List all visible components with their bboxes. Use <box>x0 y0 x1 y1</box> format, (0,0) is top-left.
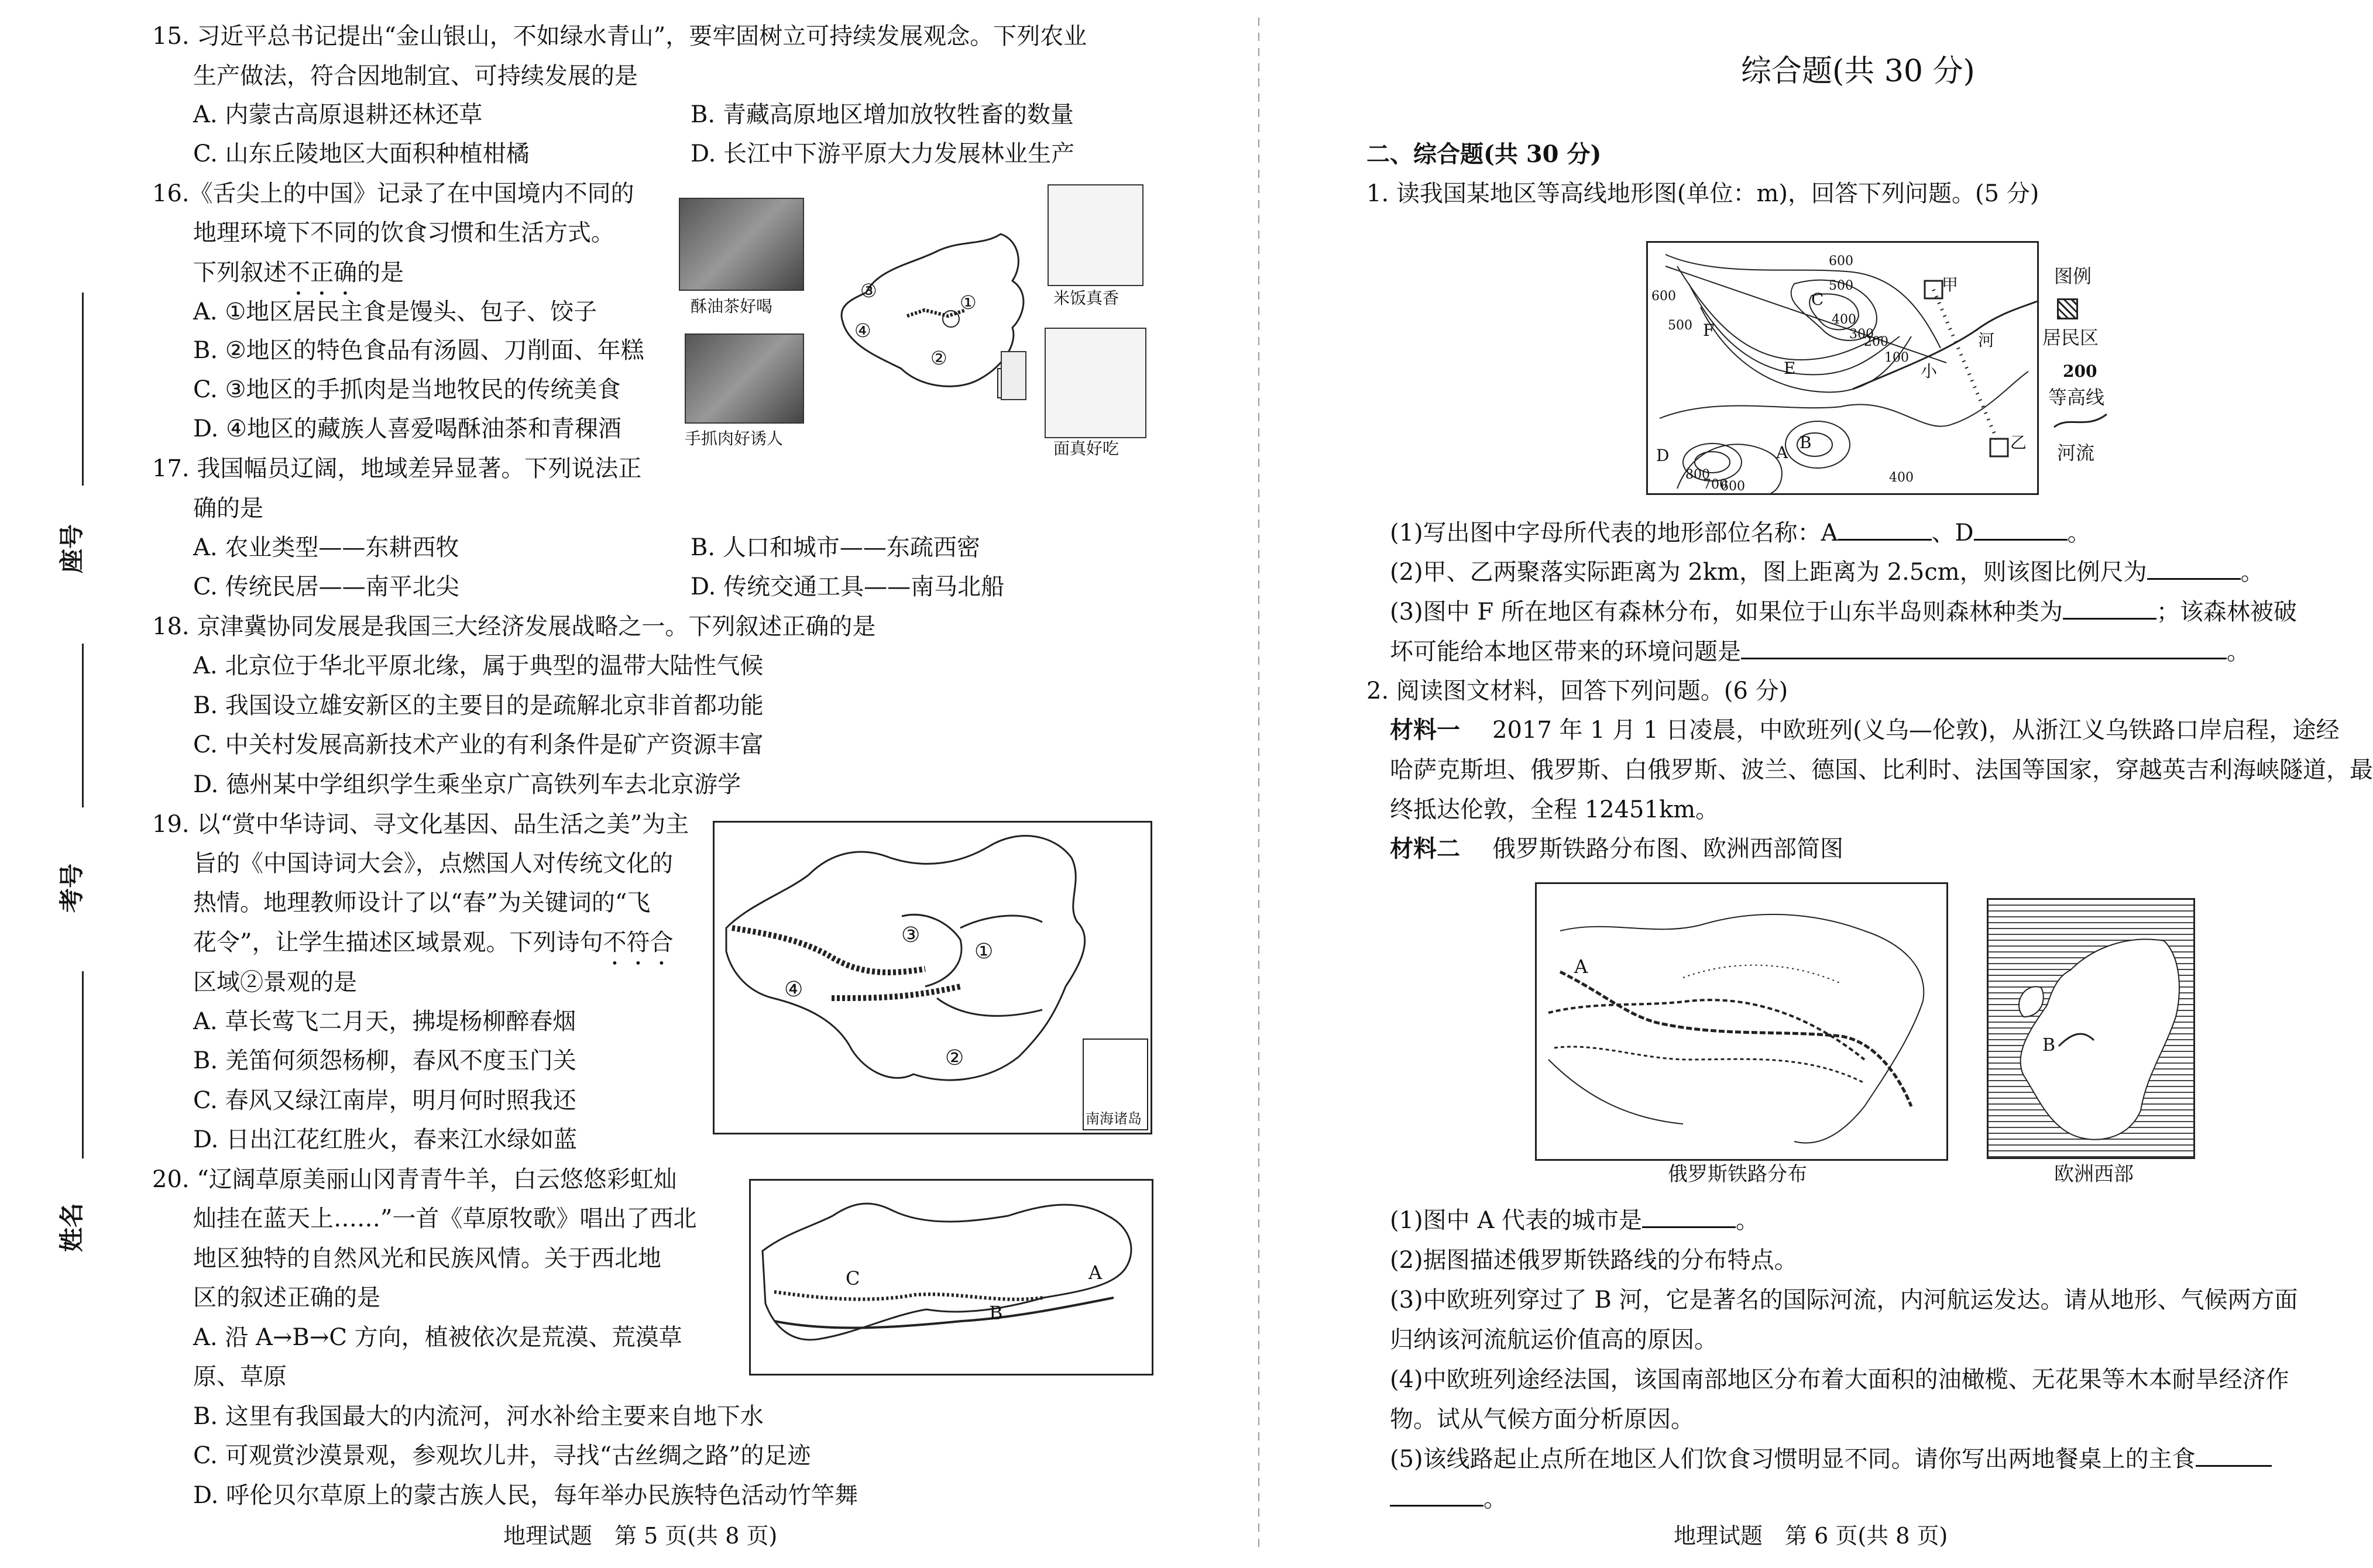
q19-china-map <box>713 821 1152 1134</box>
contour-label-f: F <box>1703 321 1715 340</box>
q16-line2: 地理环境下不同的饮食习惯和生活方式。 <box>193 219 614 246</box>
q18-option-b: B. 我国设立雄安新区的主要目的是疏解北京非首都功能 <box>193 692 764 719</box>
q2-part3-line2: 归纳该河流航运价值高的原因。 <box>1390 1326 1718 1353</box>
q2-part5-line1 <box>1390 1444 2272 1474</box>
contour-label-e: E <box>1784 359 1796 378</box>
exam-no-label: 考号 <box>57 863 86 913</box>
legend-residence-label: 居民区 <box>2042 326 2099 349</box>
q1-stem: 1. 读我国某地区等高线地形图(单位：m)，回答下列问题。(5 分) <box>1366 180 2039 207</box>
q17-option-d: D. 传统交通工具——南马北船 <box>691 573 1005 600</box>
q15-option-c: C. 山东丘陵地区大面积种植柑橘 <box>193 140 530 167</box>
q20-line4: 区的叙述正确的是 <box>193 1284 380 1311</box>
q20-option-a-line1: A. 沿 A→B→C 方向，植被依次是荒漠、荒漠草 <box>193 1324 682 1351</box>
hand-meat-photo <box>685 333 804 424</box>
q15-line1: 15. 习近平总书记提出“金山银山，不如绿水青山”，要牢固树立可持续发展观念。下列农业 <box>152 23 1087 50</box>
q20-option-d: D. 呼伦贝尔草原上的蒙古族人民，每年举办民族特色活动竹竿舞 <box>193 1482 858 1509</box>
q20-line3: 地区独特的自然风光和民族风情。关于西北地 <box>193 1245 661 1272</box>
q15-option-d: D. 长江中下游平原大力发展林业生产 <box>691 140 1075 167</box>
russia-map-caption: 俄罗斯铁路分布 <box>1668 1163 1807 1186</box>
right-page <box>1270 0 2373 1568</box>
q16-map-marker-4: ④ <box>854 319 871 342</box>
q19-line2: 旨的《中国诗词大会》，点燃国人对传统文化的 <box>193 850 673 877</box>
q19-option-d: D. 日出江花红胜火，春来江水绿如蓝 <box>193 1126 578 1153</box>
q19-option-b: B. 羌笛何须怨杨柳，春风不度玉门关 <box>193 1047 576 1074</box>
q20-line1: 20. “辽阔草原美丽山冈青青牛羊，白云悠悠彩虹灿 <box>152 1166 677 1193</box>
contour-value-600-left: 600 <box>1651 289 1676 304</box>
q15-line2: 生产做法，符合因地制宜、可持续发展的是 <box>193 63 638 90</box>
legend-river-icon <box>2051 410 2110 433</box>
q19-map-marker-3: ③ <box>901 923 921 947</box>
q1-part3-text-c: 坏可能给本地区带来的环境问题是 <box>1390 638 1741 665</box>
q16-option-a: A. ①地区居民主食是馒头、包子、饺子 <box>193 298 597 325</box>
q2-part5-line2 <box>1390 1484 1507 1514</box>
q1-part3-line1 <box>1390 597 2297 627</box>
q2-material1-label: 材料一 <box>1390 716 1460 744</box>
contour-label-b: B <box>1800 433 1812 452</box>
q2-part1-text: (1)图中 A 代表的城市是 <box>1390 1207 1642 1234</box>
q20-option-b: B. 这里有我国最大的内流河，河水补给主要来自地下水 <box>193 1403 764 1430</box>
q17-option-b: B. 人口和城市——东疏西密 <box>691 534 980 561</box>
noodle-cartoon <box>1045 328 1146 438</box>
q1-part1-text: (1)写出图中字母所代表的地形部位名称：A <box>1390 520 1838 546</box>
noodle-caption: 面真好吃 <box>1053 439 1119 458</box>
phone-icon <box>1001 351 1026 400</box>
q17-line2: 确的是 <box>193 495 263 522</box>
q19-map-marker-1: ① <box>974 940 994 964</box>
q19-map-marker-2: ② <box>945 1046 964 1070</box>
contour-label-d: D <box>1656 446 1670 465</box>
q1-part2-end: 。 <box>2240 559 2264 586</box>
q2-material1-line1: 2017 年 1 月 1 日凌晨，中欧班列(义乌—伦敦)，从浙江义乌铁路口岸启程，途经 <box>1492 717 2340 744</box>
q1-part1-text-b: 、D <box>1931 520 1974 546</box>
q2-part4-line2: 物。试从气候方面分析原因。 <box>1390 1406 1694 1433</box>
q2-material1-line3: 终抵达伦敦，全程 12451km。 <box>1390 796 1719 823</box>
butter-tea-photo <box>679 198 804 291</box>
q20-map-marker-a: A <box>1088 1261 1103 1284</box>
q20-map-marker-b: B <box>989 1302 1003 1324</box>
q20-option-c: C. 可观赏沙漠景观，参观坎儿井，寻找“古丝绸之路”的足迹 <box>193 1442 811 1469</box>
contour-value-300: 300 <box>1849 327 1874 342</box>
q18-option-d: D. 德州某中学组织学生乘坐京广高铁列车去北京游学 <box>193 771 741 798</box>
q16-map-marker-1: ① <box>960 291 977 314</box>
section-title: 综合题(共 30 分) <box>1741 54 1975 89</box>
contour-value-500-left: 500 <box>1668 318 1692 333</box>
q1-blank-forest[interactable] <box>2063 597 2156 620</box>
q16-line3 <box>193 257 404 300</box>
q1-part3-text-b: ；该森林被破 <box>2156 599 2297 625</box>
q16-option-c: C. ③地区的手抓肉是当地牧民的传统美食 <box>193 376 621 403</box>
q19-line3: 热情。地理教师设计了以“春”为关键词的“飞 <box>193 889 651 916</box>
q2-part1 <box>1390 1205 1759 1236</box>
q19-line1: 19. 以“赏中华诗词、寻文化基因、品生活之美”为主 <box>152 811 689 838</box>
q17-option-c: C. 传统民居——南平北尖 <box>193 573 459 600</box>
q19-line4 <box>193 927 673 970</box>
contour-label-xiao: 小 <box>1921 362 1938 381</box>
contour-label-jia: 甲 <box>1942 275 1959 294</box>
q2-part4-line1: (4)中欧班列途经法国，该国南部地区分布着大面积的油橄榄、无花果等木本耐旱经济作 <box>1390 1366 2289 1393</box>
legend-residence-icon <box>2057 298 2078 319</box>
q17-line1: 17. 我国幅员辽阔，地域差异显著。下列说法正 <box>152 455 642 482</box>
q19-emphasis: 不符合 <box>603 929 674 956</box>
contour-value-400-bottom: 400 <box>1889 470 1914 485</box>
q19-option-a: A. 草长莺飞二月天，拂堤杨柳醉春烟 <box>193 1008 576 1035</box>
europe-map-marker-b: B <box>2042 1035 2056 1055</box>
q1-blank-problem[interactable] <box>1741 637 2227 659</box>
q2-material1-line2: 哈萨克斯坦、俄罗斯、白俄罗斯、波兰、德国、比利时、法国等国家，穿越英吉利海峡隧道，最 <box>1390 757 2373 783</box>
contour-label-c: C <box>1811 290 1824 309</box>
q16-map-marker-2: ② <box>930 347 947 369</box>
europe-map-caption: 欧洲西部 <box>2054 1163 2134 1186</box>
q16-option-b: B. ②地区的特色食品有汤圆、刀削面、年糕 <box>193 337 644 364</box>
butter-tea-caption: 酥油茶好喝 <box>691 297 773 316</box>
q15-option-a: A. 内蒙古高原退耕还林还草 <box>193 101 483 128</box>
page-divider <box>1258 18 1259 1550</box>
q18-line1: 18. 京津冀协同发展是我国三大经济发展战略之一。下列叙述正确的是 <box>152 613 876 640</box>
q16-line1: 16.《舌尖上的中国》记录了在中国境内不同的 <box>152 180 634 207</box>
legend-contour-label: 等高线 <box>2048 386 2105 408</box>
q1-part3-text: (3)图中 F 所在地区有森林分布，如果位于山东半岛则森林种类为 <box>1390 599 2063 625</box>
q16-map-marker-3: ③ <box>860 280 877 302</box>
q19-line5: 区域②景观的是 <box>193 969 357 996</box>
q2-part1-end: 。 <box>1735 1207 1759 1234</box>
q2-part5-text: (5)该线路起止点所在地区人们饮食习惯明显不同。请你写出两地餐桌上的主食 <box>1390 1446 2196 1473</box>
q2-part3-line1: (3)中欧班列穿过了 B 河，它是著名的国际河流，内河航运发达。请从地形、气候两方面 <box>1390 1287 2298 1313</box>
contour-value-200: 200 <box>1864 335 1888 349</box>
q1-part3-line2 <box>1390 637 2250 667</box>
contour-value-600-top: 600 <box>1829 254 1853 269</box>
left-page-footer: 地理试题 第 5 页(共 8 页) <box>503 1523 778 1549</box>
seat-label: 座号 <box>57 524 86 573</box>
q1-part3-end: 。 <box>2227 638 2250 665</box>
russia-railway-map <box>1535 882 1948 1161</box>
q2-material2-label: 材料二 <box>1390 835 1460 862</box>
q1-blank-scale[interactable] <box>2147 557 2241 580</box>
russia-map-marker-a: A <box>1574 955 1588 978</box>
q17-option-a: A. 农业类型——东耕西牧 <box>193 534 459 561</box>
q1-part1 <box>1390 518 2091 548</box>
contour-value-100: 100 <box>1884 350 1909 365</box>
contour-value-500-top: 500 <box>1829 278 1853 293</box>
q16-emphasis: 不正确 <box>287 259 357 286</box>
q2-blank-staple-2[interactable] <box>1390 1484 1483 1507</box>
q1-part2-text: (2)甲、乙两聚落实际距离为 2km，图上距离为 2.5cm，则该图比例尺为 <box>1390 559 2147 586</box>
q18-option-a: A. 北京位于华北平原北缘，属于典型的温带大陆性气候 <box>193 652 764 679</box>
q1-part1-end: 。 <box>2067 520 2091 546</box>
q2-part2: (2)据图描述俄罗斯铁路线的分布特点。 <box>1390 1247 1798 1274</box>
q19-map-inset-label: 南海诸岛 <box>1086 1110 1142 1127</box>
q19-line4-a: 花令”，让学生描述区域景观。下列诗句 <box>193 929 603 956</box>
q2-material2-text: 俄罗斯铁路分布图、欧洲西部简图 <box>1492 835 1843 862</box>
q19-option-c: C. 春风又绿江南岸，明月何时照我还 <box>193 1087 576 1114</box>
rice-cartoon <box>1048 184 1143 286</box>
contour-value-700: 700 <box>1703 477 1728 492</box>
legend-title: 图例 <box>2054 265 2092 287</box>
q15-option-b: B. 青藏高原地区增加放牧牲畜的数量 <box>691 101 1074 128</box>
rice-caption: 米饭真香 <box>1053 288 1119 308</box>
q1-part2 <box>1390 557 2264 587</box>
q2-blank-city[interactable] <box>1642 1205 1736 1228</box>
q2-blank-staple-1[interactable] <box>2196 1444 2272 1467</box>
q2-stem: 2. 阅读图文材料，回答下列问题。(6 分) <box>1366 678 1788 704</box>
legend-river-label: 河流 <box>2057 442 2095 464</box>
q19-map-marker-4: ④ <box>784 978 803 1002</box>
q18-option-c: C. 中关村发展高新技术产业的有利条件是矿产资源丰富 <box>193 731 764 758</box>
q20-line2: 灿挂在蓝天上……”一首《草原牧歌》唱出了西北 <box>193 1205 697 1232</box>
right-page-footer: 地理试题 第 6 页(共 8 页) <box>1674 1523 1948 1549</box>
contour-label-yi: 乙 <box>2010 433 2027 452</box>
q2-part5-end: 。 <box>1483 1486 1507 1512</box>
q20-map-marker-c: C <box>846 1267 860 1290</box>
hand-meat-caption: 手抓肉好诱人 <box>685 429 784 448</box>
q16-line3-c: 的是 <box>357 259 404 286</box>
contour-label-a: A <box>1776 443 1788 462</box>
contour-value-600-bottom: 600 <box>1720 479 1745 494</box>
q20-option-a-line2: 原、草原 <box>193 1363 287 1390</box>
western-europe-map <box>1987 898 2195 1159</box>
legend-contour-value: 200 <box>2063 362 2097 381</box>
section-header: 二、综合题(共 30 分) <box>1366 140 1602 168</box>
contour-label-he: 河 <box>1978 331 1995 350</box>
q1-blank-d[interactable] <box>1974 518 2068 541</box>
contour-value-400-top: 400 <box>1832 312 1856 327</box>
q16-line3-a: 下列叙述 <box>193 259 287 286</box>
contour-value-800: 800 <box>1685 467 1710 482</box>
q1-blank-a[interactable] <box>1838 518 1932 541</box>
name-label: 姓名 <box>57 1202 86 1252</box>
q16-option-d: D. ④地区的藏族人喜爱喝酥油茶和青稞酒 <box>193 415 621 442</box>
